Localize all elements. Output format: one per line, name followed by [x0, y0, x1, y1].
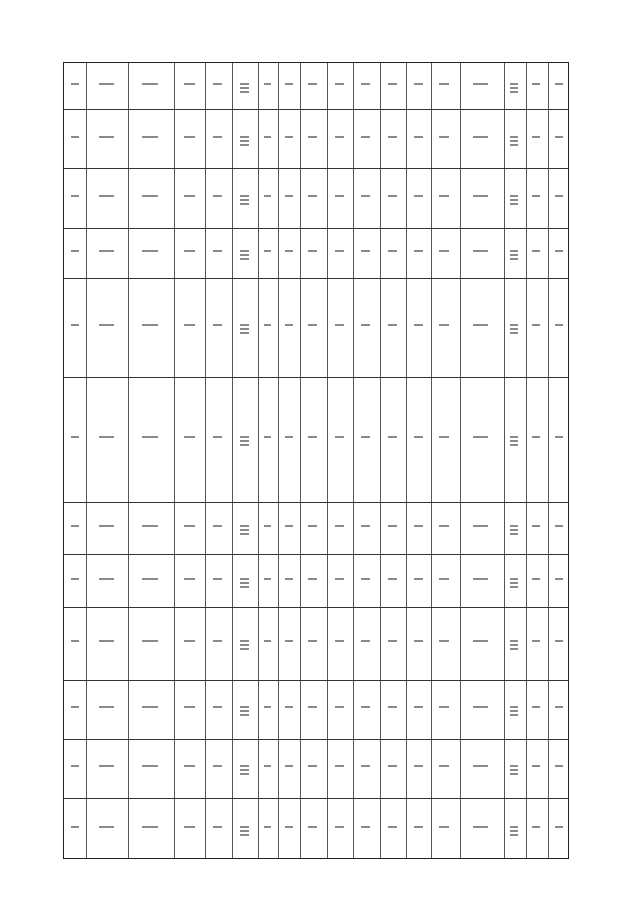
row-divider [64, 607, 568, 608]
row-divider [64, 502, 568, 503]
cell-value [264, 640, 271, 642]
cell-value [184, 250, 195, 252]
cell-value [213, 826, 222, 828]
cell-value [555, 826, 563, 828]
cell-value [510, 136, 518, 138]
cell-value [510, 203, 518, 205]
cell-value [184, 640, 195, 642]
cell-value [71, 324, 79, 326]
cell-value [510, 706, 518, 708]
cell-value [473, 324, 488, 326]
cell-value [361, 640, 370, 642]
row-divider [64, 278, 568, 279]
cell-value [473, 436, 488, 438]
cell-value [213, 640, 222, 642]
cell-value [510, 714, 518, 716]
cell-value [240, 195, 249, 197]
cell-value [555, 250, 563, 252]
cell-value [335, 826, 344, 828]
cell-value [142, 195, 158, 197]
cell-value [510, 826, 518, 828]
cell-value [414, 640, 423, 642]
cell-value [473, 136, 488, 138]
cell-value [240, 250, 249, 252]
cell-value [510, 525, 518, 527]
cell-value [510, 648, 518, 650]
cell-value [184, 525, 195, 527]
cell-value [510, 578, 518, 580]
cell-value [264, 136, 271, 138]
cell-value [335, 250, 344, 252]
cell-value [99, 436, 114, 438]
cell-value [510, 533, 518, 535]
cell-value [439, 706, 449, 708]
cell-value [510, 444, 518, 446]
cell-value [240, 436, 249, 438]
cell-value [71, 706, 79, 708]
cell-value [473, 195, 488, 197]
row-divider [64, 554, 568, 555]
cell-value [99, 83, 114, 85]
cell-value [555, 136, 563, 138]
cell-value [240, 87, 249, 89]
cell-value [473, 525, 488, 527]
cell-value [240, 714, 249, 716]
cell-value [532, 578, 540, 580]
cell-value [439, 640, 449, 642]
cell-value [142, 525, 158, 527]
cell-value [240, 332, 249, 334]
cell-value [532, 136, 540, 138]
cell-value [361, 525, 370, 527]
cell-value [388, 195, 397, 197]
cell-value [213, 136, 222, 138]
cell-value [264, 195, 271, 197]
cell-value [532, 324, 540, 326]
cell-value [510, 582, 518, 584]
cell-value [532, 195, 540, 197]
cell-value [510, 195, 518, 197]
cell-value [308, 525, 317, 527]
cell-value [285, 250, 293, 252]
cell-value [285, 195, 293, 197]
cell-value [184, 436, 195, 438]
cell-value [388, 324, 397, 326]
cell-value [388, 765, 397, 767]
cell-value [308, 578, 317, 580]
cell-value [439, 578, 449, 580]
cell-value [439, 83, 449, 85]
data-table [63, 62, 569, 859]
cell-value [388, 136, 397, 138]
cell-value [240, 706, 249, 708]
cell-value [264, 250, 271, 252]
cell-value [555, 195, 563, 197]
cell-value [335, 436, 344, 438]
cell-value [510, 710, 518, 712]
cell-value [439, 324, 449, 326]
cell-value [439, 436, 449, 438]
cell-value [414, 250, 423, 252]
cell-value [71, 83, 79, 85]
cell-value [264, 578, 271, 580]
cell-value [142, 578, 158, 580]
cell-value [213, 436, 222, 438]
cell-value [99, 195, 114, 197]
cell-value [510, 91, 518, 93]
cell-value [388, 578, 397, 580]
cell-value [510, 529, 518, 531]
cell-value [510, 640, 518, 642]
row-divider [64, 168, 568, 169]
cell-value [240, 773, 249, 775]
cell-value [414, 324, 423, 326]
row-divider [64, 109, 568, 110]
cell-value [184, 826, 195, 828]
cell-value [532, 640, 540, 642]
cell-value [473, 765, 488, 767]
cell-value [308, 640, 317, 642]
cell-value [361, 578, 370, 580]
cell-value [264, 83, 271, 85]
cell-value [240, 644, 249, 646]
cell-value [308, 324, 317, 326]
cell-value [240, 136, 249, 138]
cell-value [439, 195, 449, 197]
cell-value [285, 136, 293, 138]
cell-value [361, 826, 370, 828]
cell-value [240, 140, 249, 142]
cell-value [439, 826, 449, 828]
cell-value [510, 773, 518, 775]
cell-value [264, 765, 271, 767]
cell-value [361, 436, 370, 438]
cell-value [240, 582, 249, 584]
cell-value [240, 203, 249, 205]
cell-value [71, 640, 79, 642]
cell-value [142, 250, 158, 252]
row-divider [64, 798, 568, 799]
cell-value [335, 765, 344, 767]
cell-value [388, 83, 397, 85]
cell-value [510, 140, 518, 142]
cell-value [388, 826, 397, 828]
cell-value [240, 830, 249, 832]
cell-value [99, 765, 114, 767]
cell-value [473, 826, 488, 828]
cell-value [99, 250, 114, 252]
cell-value [285, 578, 293, 580]
cell-value [240, 254, 249, 256]
cell-value [213, 324, 222, 326]
cell-value [142, 136, 158, 138]
cell-value [361, 765, 370, 767]
cell-value [510, 258, 518, 260]
cell-value [335, 324, 344, 326]
cell-value [285, 640, 293, 642]
cell-value [555, 525, 563, 527]
cell-value [414, 195, 423, 197]
cell-value [99, 578, 114, 580]
cell-value [71, 436, 79, 438]
cell-value [555, 83, 563, 85]
cell-value [510, 328, 518, 330]
cell-value [414, 706, 423, 708]
cell-value [414, 826, 423, 828]
cell-value [240, 529, 249, 531]
cell-value [308, 83, 317, 85]
cell-value [240, 826, 249, 828]
cell-value [532, 83, 540, 85]
cell-value [264, 826, 271, 828]
cell-value [532, 436, 540, 438]
cell-value [213, 83, 222, 85]
cell-value [510, 830, 518, 832]
cell-value [361, 136, 370, 138]
cell-value [71, 250, 79, 252]
cell-value [532, 250, 540, 252]
cell-value [240, 328, 249, 330]
cell-value [555, 324, 563, 326]
cell-value [142, 706, 158, 708]
cell-value [510, 834, 518, 836]
cell-value [240, 144, 249, 146]
cell-value [439, 525, 449, 527]
cell-value [308, 765, 317, 767]
cell-value [99, 136, 114, 138]
cell-value [285, 324, 293, 326]
cell-value [388, 525, 397, 527]
cell-value [285, 436, 293, 438]
cell-value [414, 765, 423, 767]
cell-value [555, 706, 563, 708]
cell-value [335, 640, 344, 642]
cell-value [264, 525, 271, 527]
cell-value [361, 706, 370, 708]
cell-value [510, 644, 518, 646]
cell-value [510, 254, 518, 256]
cell-value [240, 648, 249, 650]
cell-value [264, 324, 271, 326]
cell-value [240, 533, 249, 535]
cell-value [335, 136, 344, 138]
cell-value [308, 250, 317, 252]
cell-value [510, 199, 518, 201]
cell-value [264, 436, 271, 438]
cell-value [213, 525, 222, 527]
cell-value [473, 578, 488, 580]
cell-value [510, 250, 518, 252]
cell-value [308, 826, 317, 828]
cell-value [285, 826, 293, 828]
cell-value [240, 91, 249, 93]
cell-value [240, 444, 249, 446]
cell-value [473, 250, 488, 252]
cell-value [240, 324, 249, 326]
cell-value [142, 640, 158, 642]
cell-value [510, 436, 518, 438]
cell-value [285, 706, 293, 708]
cell-value [335, 195, 344, 197]
cell-value [510, 769, 518, 771]
cell-value [240, 258, 249, 260]
cell-value [555, 765, 563, 767]
cell-value [335, 525, 344, 527]
cell-value [361, 324, 370, 326]
cell-value [285, 83, 293, 85]
cell-value [71, 525, 79, 527]
cell-value [240, 199, 249, 201]
cell-value [264, 706, 271, 708]
cell-value [361, 83, 370, 85]
cell-value [71, 578, 79, 580]
cell-value [532, 706, 540, 708]
cell-value [142, 826, 158, 828]
cell-value [184, 324, 195, 326]
cell-value [142, 83, 158, 85]
cell-value [532, 765, 540, 767]
cell-value [240, 769, 249, 771]
cell-value [555, 640, 563, 642]
cell-value [308, 136, 317, 138]
cell-value [285, 525, 293, 527]
cell-value [510, 87, 518, 89]
row-divider [64, 739, 568, 740]
cell-value [213, 706, 222, 708]
cell-value [414, 525, 423, 527]
cell-value [213, 578, 222, 580]
cell-value [439, 250, 449, 252]
cell-value [510, 440, 518, 442]
cell-value [285, 765, 293, 767]
cell-value [308, 436, 317, 438]
cell-value [335, 83, 344, 85]
cell-value [510, 324, 518, 326]
cell-value [388, 706, 397, 708]
cell-value [184, 578, 195, 580]
cell-value [414, 83, 423, 85]
cell-value [388, 436, 397, 438]
cell-value [308, 706, 317, 708]
cell-value [213, 195, 222, 197]
cell-value [71, 195, 79, 197]
cell-value [184, 83, 195, 85]
cell-value [532, 826, 540, 828]
cell-value [99, 640, 114, 642]
cell-value [99, 525, 114, 527]
cell-value [555, 436, 563, 438]
cell-value [240, 83, 249, 85]
cell-value [361, 250, 370, 252]
cell-value [555, 578, 563, 580]
cell-value [240, 578, 249, 580]
cell-value [439, 136, 449, 138]
cell-value [240, 525, 249, 527]
cell-value [184, 765, 195, 767]
cell-value [510, 83, 518, 85]
cell-value [71, 765, 79, 767]
cell-value [240, 440, 249, 442]
cell-value [71, 826, 79, 828]
cell-value [240, 710, 249, 712]
cell-value [142, 324, 158, 326]
cell-value [240, 765, 249, 767]
cell-value [414, 136, 423, 138]
cell-value [414, 436, 423, 438]
cell-value [335, 578, 344, 580]
cell-value [71, 136, 79, 138]
cell-value [213, 250, 222, 252]
cell-value [142, 765, 158, 767]
cell-value [213, 765, 222, 767]
cell-value [361, 195, 370, 197]
cell-value [510, 144, 518, 146]
cell-value [184, 136, 195, 138]
cell-value [184, 706, 195, 708]
cell-value [142, 436, 158, 438]
cell-value [473, 706, 488, 708]
cell-value [473, 83, 488, 85]
cell-value [240, 834, 249, 836]
row-divider [64, 377, 568, 378]
cell-value [510, 332, 518, 334]
cell-value [99, 706, 114, 708]
cell-value [308, 195, 317, 197]
cell-value [240, 640, 249, 642]
cell-value [510, 586, 518, 588]
cell-value [99, 826, 114, 828]
cell-value [510, 765, 518, 767]
cell-value [335, 706, 344, 708]
cell-value [414, 578, 423, 580]
cell-value [184, 195, 195, 197]
row-divider [64, 228, 568, 229]
cell-value [532, 525, 540, 527]
cell-value [388, 250, 397, 252]
row-divider [64, 680, 568, 681]
cell-value [240, 586, 249, 588]
cell-value [99, 324, 114, 326]
cell-value [439, 765, 449, 767]
cell-value [473, 640, 488, 642]
cell-value [388, 640, 397, 642]
